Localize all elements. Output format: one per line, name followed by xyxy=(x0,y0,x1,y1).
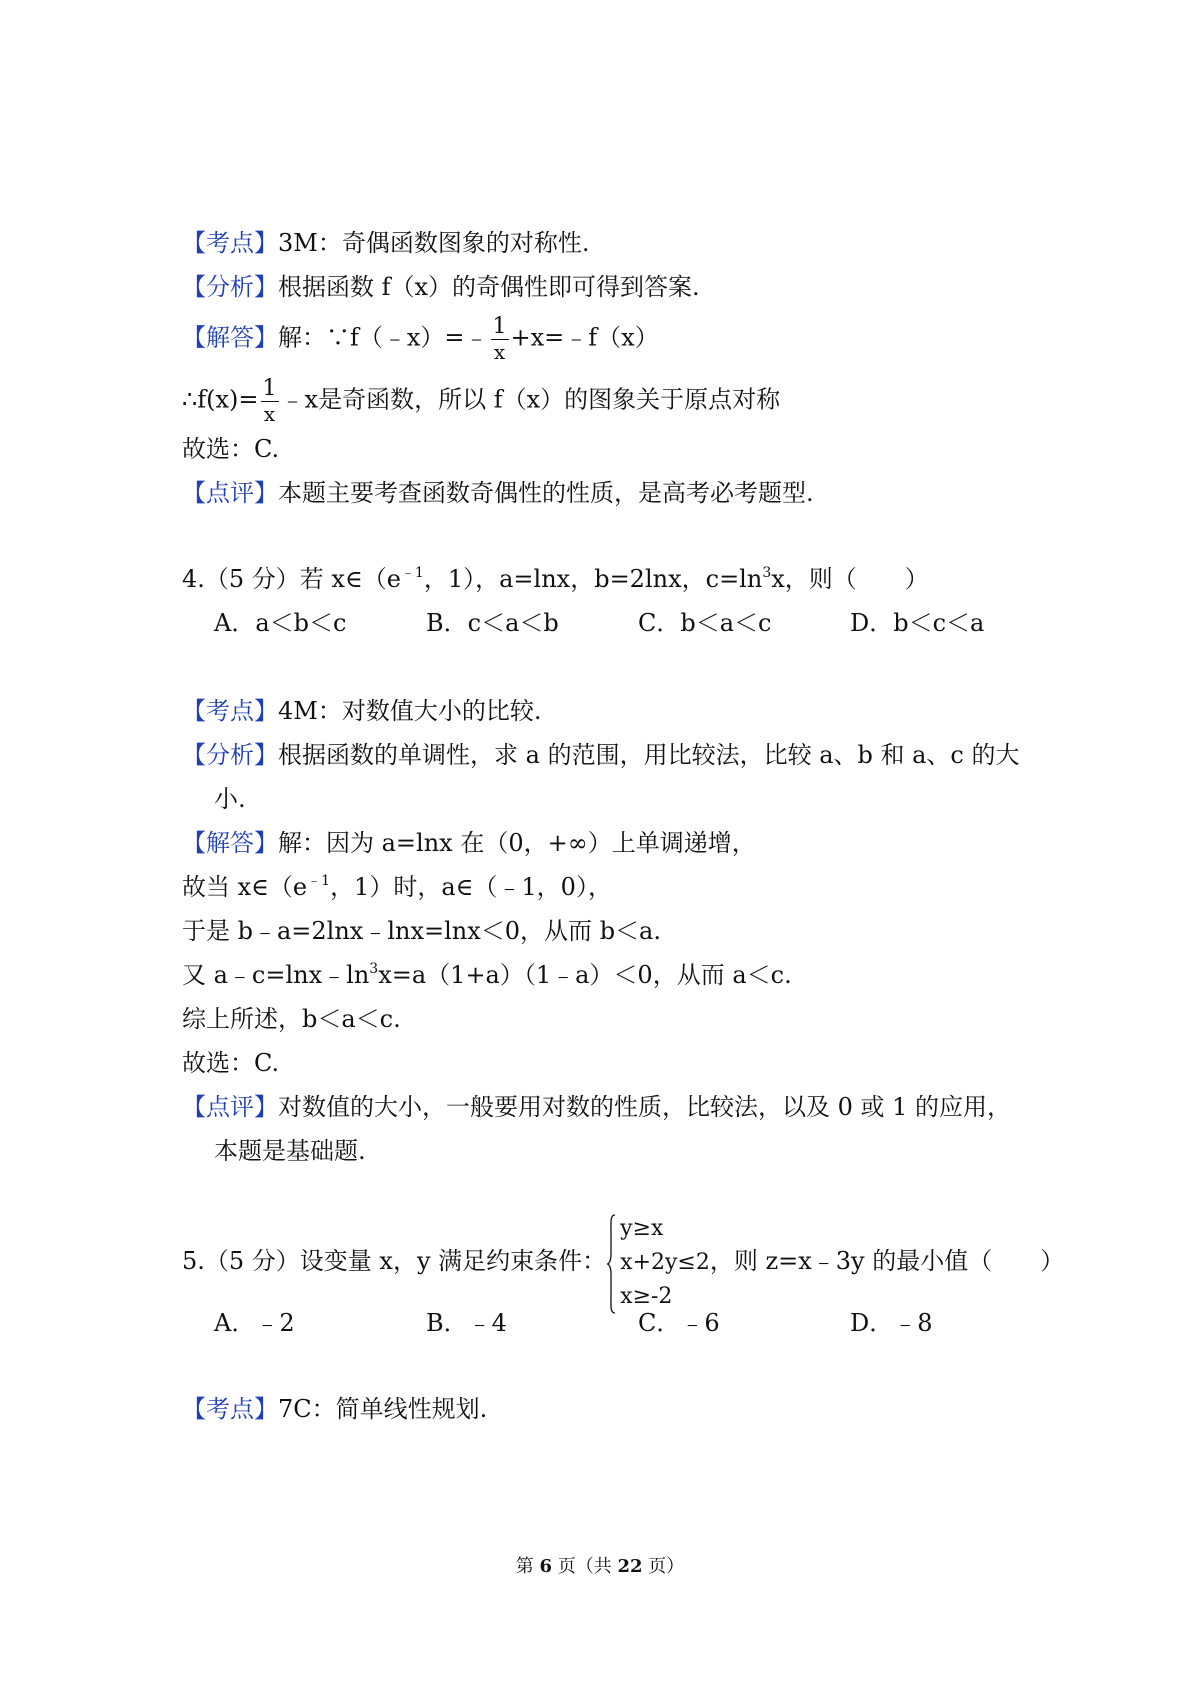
q4-options xyxy=(214,606,1062,640)
option-c: C．﹣6 xyxy=(638,1309,720,1337)
q3-kaodian xyxy=(182,226,589,260)
jieda-tag: 【解答】 xyxy=(182,829,278,857)
kaodian-tag: 【考点】 xyxy=(182,697,278,725)
page-number: 6 xyxy=(539,1556,552,1577)
option-d: D．﹣8 xyxy=(850,1309,933,1337)
fraction-denominator: x xyxy=(493,340,506,364)
fraction-numerator: 1 xyxy=(492,314,507,339)
q3-guxuan xyxy=(182,432,279,466)
q4-jieda xyxy=(182,826,756,860)
option-a: A．a＜b＜c xyxy=(214,609,347,637)
q3-conclusion xyxy=(182,378,780,424)
jieda-part: ，1）时，a∈（﹣1，0）， xyxy=(330,873,612,901)
jieda-part: 综上所述，b＜a＜c. xyxy=(182,1005,401,1033)
q5-options xyxy=(214,1306,1062,1340)
kaodian-tag: 【考点】 xyxy=(182,229,278,257)
q4-jieda-4 xyxy=(182,958,792,992)
fraction-1-over-x-2 xyxy=(261,378,279,424)
q4-guxuan xyxy=(182,1046,279,1080)
fraction-numerator: 1 xyxy=(262,376,277,401)
constraint-system xyxy=(606,1212,710,1314)
footer-text: 页（共 xyxy=(552,1556,618,1577)
q4-dianping-cont xyxy=(214,1134,366,1168)
dianping-text-cont: 本题是基础题. xyxy=(214,1137,366,1165)
page-total: 22 xyxy=(617,1556,643,1577)
fenxi-tag: 【分析】 xyxy=(182,741,278,769)
stem-part: ，则 z=x﹣3y 的最小值（ ） xyxy=(709,1247,1065,1275)
jieda-text-b: +x=﹣f（x） xyxy=(510,323,659,352)
footer-text: 页） xyxy=(642,1556,685,1577)
answer-text: 故选：C. xyxy=(182,1049,280,1077)
fraction-denominator: x xyxy=(263,402,276,426)
kaodian-text: 4M：对数值大小的比较. xyxy=(278,697,542,725)
jieda-part: 于是 b﹣a=2lnx﹣lnx=lnx＜0，从而 b＜a. xyxy=(182,917,661,945)
q4-jieda-2 xyxy=(182,870,612,904)
conclusion-text-b: ﹣x是奇函数，所以 f（x）的图象关于原点对称 xyxy=(280,385,781,414)
superscript: 3 xyxy=(369,961,379,977)
stem-part: ，1），a=lnx，b=2lnx，c=ln xyxy=(423,565,763,593)
jieda-text-a: 解：∵f（﹣x）=﹣ xyxy=(278,323,489,352)
dianping-text: 对数值的大小，一般要用对数的性质，比较法，以及 0 或 1 的应用， xyxy=(278,1093,1012,1121)
q4-fenxi-cont xyxy=(214,782,246,816)
option-b: B．c＜a＜b xyxy=(426,609,559,637)
q5-kaodian xyxy=(182,1392,487,1426)
conclusion-text-a: ∴f(x)= xyxy=(182,385,259,414)
stem-part: 5.（5 分）设变量 x，y 满足约束条件： xyxy=(182,1247,607,1275)
option-b: B．﹣4 xyxy=(426,1309,507,1337)
dianping-tag: 【点评】 xyxy=(182,479,278,507)
kaodian-text: 3M：奇偶函数图象的对称性. xyxy=(278,229,590,257)
page-footer xyxy=(0,1552,1200,1578)
constraint-3: x≥-2 xyxy=(620,1283,673,1309)
jieda-part: x=a（1+a）（1﹣a）＜0，从而 a＜c. xyxy=(378,961,792,989)
q3-dianping xyxy=(182,476,814,510)
option-a: A．﹣2 xyxy=(214,1309,295,1337)
q5-stem xyxy=(182,1210,1064,1314)
fenxi-tag: 【分析】 xyxy=(182,273,278,301)
stem-part: x，则（ ） xyxy=(771,565,929,593)
option-d: D．b＜c＜a xyxy=(850,609,985,637)
dianping-text: 本题主要考查函数奇偶性的性质，是高考必考题型. xyxy=(278,479,814,507)
constraint-1: y≥x xyxy=(620,1215,664,1241)
answer-text: 故选：C. xyxy=(182,435,280,463)
q3-fenxi xyxy=(182,270,700,304)
stem-part: 4.（5 分）若 x∈（e xyxy=(182,565,401,593)
constraint-2: x+2y≤2 xyxy=(620,1249,710,1275)
q4-fenxi xyxy=(182,738,1020,772)
footer-text: 第 xyxy=(515,1556,540,1577)
q4-stem xyxy=(182,562,929,596)
jieda-text: 解：因为 a=lnx 在（0，+∞）上单调递增， xyxy=(278,829,756,857)
kaodian-tag: 【考点】 xyxy=(182,1395,278,1423)
q4-kaodian xyxy=(182,694,541,728)
option-c: C．b＜a＜c xyxy=(638,609,772,637)
fenxi-text: 根据函数的单调性，求 a 的范围，用比较法，比较 a、b 和 a、c 的大 xyxy=(278,741,1020,769)
jieda-part: 又 a﹣c=lnx﹣ln xyxy=(182,961,370,989)
dianping-tag: 【点评】 xyxy=(182,1093,278,1121)
fenxi-text: 根据函数 f（x）的奇偶性即可得到答案. xyxy=(278,273,700,301)
q4-dianping xyxy=(182,1090,1011,1124)
left-brace-icon xyxy=(606,1214,616,1314)
superscript: 3 xyxy=(762,565,772,581)
q4-jieda-3 xyxy=(182,914,661,948)
q4-jieda-5 xyxy=(182,1002,401,1036)
kaodian-text: 7C：简单线性规划. xyxy=(278,1395,488,1423)
jieda-part: 故当 x∈（e xyxy=(182,873,308,901)
fraction-1-over-x xyxy=(491,316,509,362)
q3-jieda xyxy=(182,316,659,362)
jieda-tag: 【解答】 xyxy=(182,323,278,352)
superscript: ﹣1 xyxy=(400,565,424,581)
superscript: ﹣1 xyxy=(307,873,331,889)
fenxi-text-cont: 小. xyxy=(214,785,246,813)
